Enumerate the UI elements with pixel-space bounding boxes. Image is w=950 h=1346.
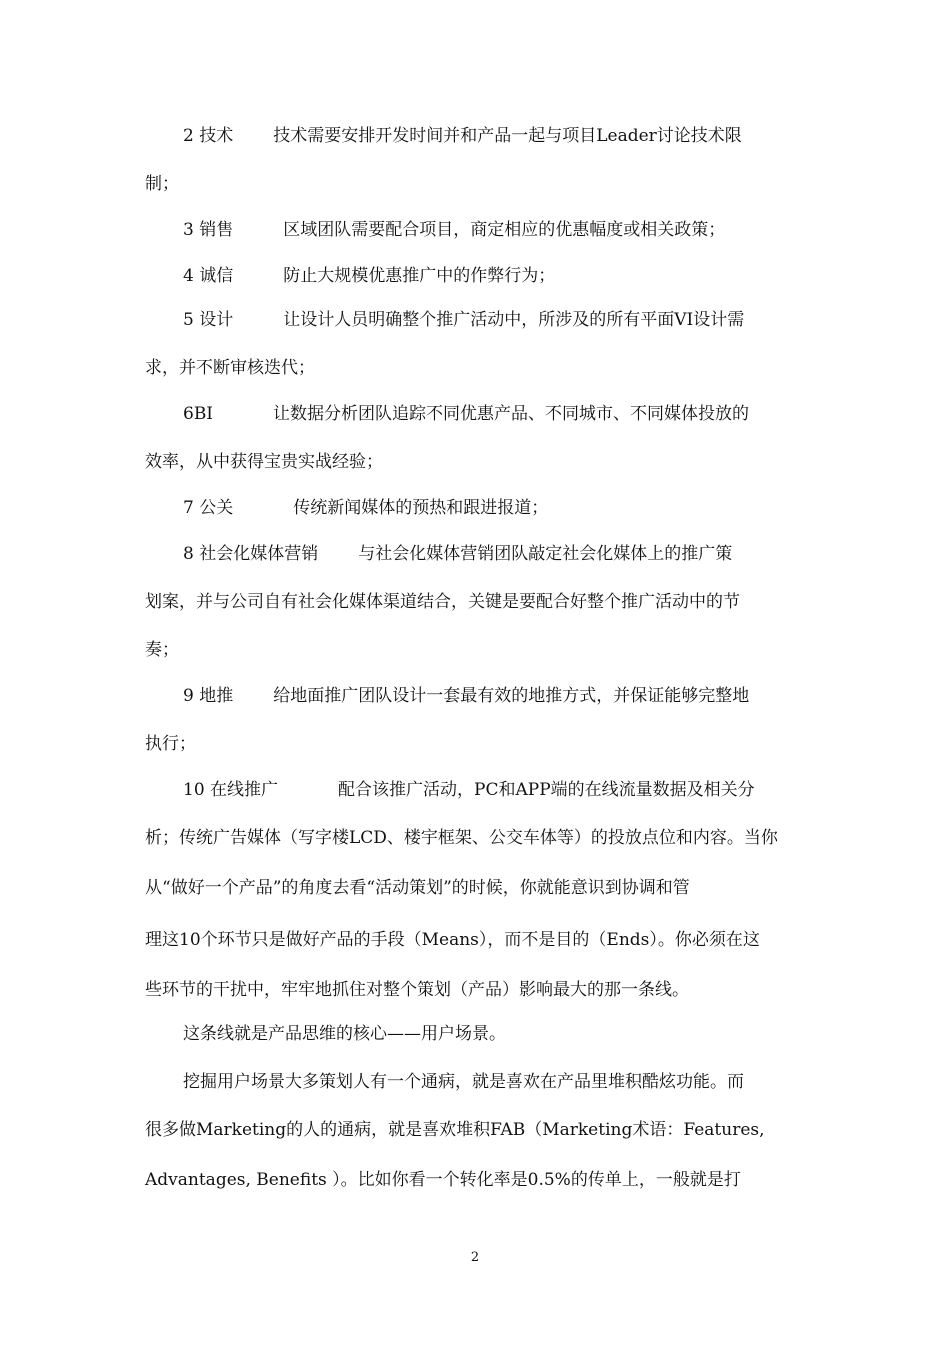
item-tech bbox=[183, 124, 848, 148]
item-text: 与社会化媒体营销团队敲定社会化媒体上的推广策 bbox=[358, 544, 733, 564]
item-pr bbox=[183, 496, 848, 520]
item-heading: 3 销售 bbox=[183, 220, 234, 240]
item-text: 给地面推广团队设计一套最有效的地推方式，并保证能够完整地 bbox=[273, 686, 750, 706]
item-integrity bbox=[183, 264, 848, 288]
item-text: 区域团队需要配合项目，商定相应的优惠幅度或相关政策； bbox=[283, 220, 726, 240]
paragraph-line: 奏； bbox=[145, 640, 179, 660]
item-heading: 4 诚信 bbox=[183, 266, 234, 286]
item-sales bbox=[183, 218, 848, 242]
paragraph-line: 很多做Marketing的人的通病，就是喜欢堆积FAB（Marketing术语：Features, bbox=[145, 1120, 765, 1140]
page-number: 2 bbox=[470, 1250, 480, 1265]
paragraph-line: 从“做好一个产品”的角度去看“活动策划”的时候，你就能意识到协调和管 bbox=[145, 878, 690, 898]
item-heading: 7 公关 bbox=[183, 498, 234, 518]
item-text: 防止大规模优惠推广中的作弊行为； bbox=[283, 266, 556, 286]
paragraph-line: 析；传统广告媒体（写字楼LCD、楼宇框架、公交车体等）的投放点位和内容。当你 bbox=[145, 828, 778, 848]
item-heading: 10 在线推广 bbox=[183, 780, 279, 800]
paragraph-line: 划案，并与公司自有社会化媒体渠道结合，关键是要配合好整个推广活动中的节 bbox=[145, 592, 740, 612]
paragraph-line: 理这10个环节只是做好产品的手段（Means），而不是目的（Ends）。你必须在这 bbox=[145, 930, 760, 950]
paragraph-line: 效率，从中获得宝贵实战经验； bbox=[145, 452, 383, 472]
item-text: 传统新闻媒体的预热和跟进报道； bbox=[293, 498, 549, 518]
paragraph-line: 制； bbox=[145, 174, 179, 194]
paragraph-line: 执行； bbox=[145, 734, 196, 754]
paragraph-line: 求，并不断审核迭代； bbox=[145, 358, 315, 378]
paragraph-line: 挖掘用户场景大多策划人有一个通病，就是喜欢在产品里堆积酷炫功能。而 bbox=[183, 1072, 744, 1092]
item-heading: 6BI bbox=[183, 404, 214, 424]
paragraph-line: Advantages, Benefits ）。比如你看一个转化率是0.5%的传单上，一般就是打 bbox=[145, 1170, 741, 1190]
item-social-media bbox=[183, 542, 848, 566]
item-online-promotion bbox=[183, 778, 848, 802]
item-heading: 8 社会化媒体营销 bbox=[183, 544, 319, 564]
item-heading: 9 地推 bbox=[183, 686, 234, 706]
item-bi bbox=[183, 402, 848, 426]
item-design bbox=[183, 308, 848, 332]
item-text: 配合该推广活动，PC和APP端的在线流量数据及相关分 bbox=[338, 780, 755, 800]
item-text: 技术需要安排开发时间并和产品一起与项目Leader讨论技术限 bbox=[273, 126, 742, 146]
paragraph-line: 这条线就是产品思维的核心——用户场景。 bbox=[183, 1024, 506, 1044]
item-heading: 2 技术 bbox=[183, 126, 234, 146]
paragraph-line: 些环节的干扰中，牢牢地抓住对整个策划（产品）影响最大的那一条线。 bbox=[145, 980, 689, 1000]
item-text: 让数据分析团队追踪不同优惠产品、不同城市、不同媒体投放的 bbox=[273, 404, 750, 424]
item-heading: 5 设计 bbox=[183, 310, 234, 330]
item-ground-promotion bbox=[183, 684, 848, 708]
item-text: 让设计人员明确整个推广活动中，所涉及的所有平面VI设计需 bbox=[283, 310, 745, 330]
